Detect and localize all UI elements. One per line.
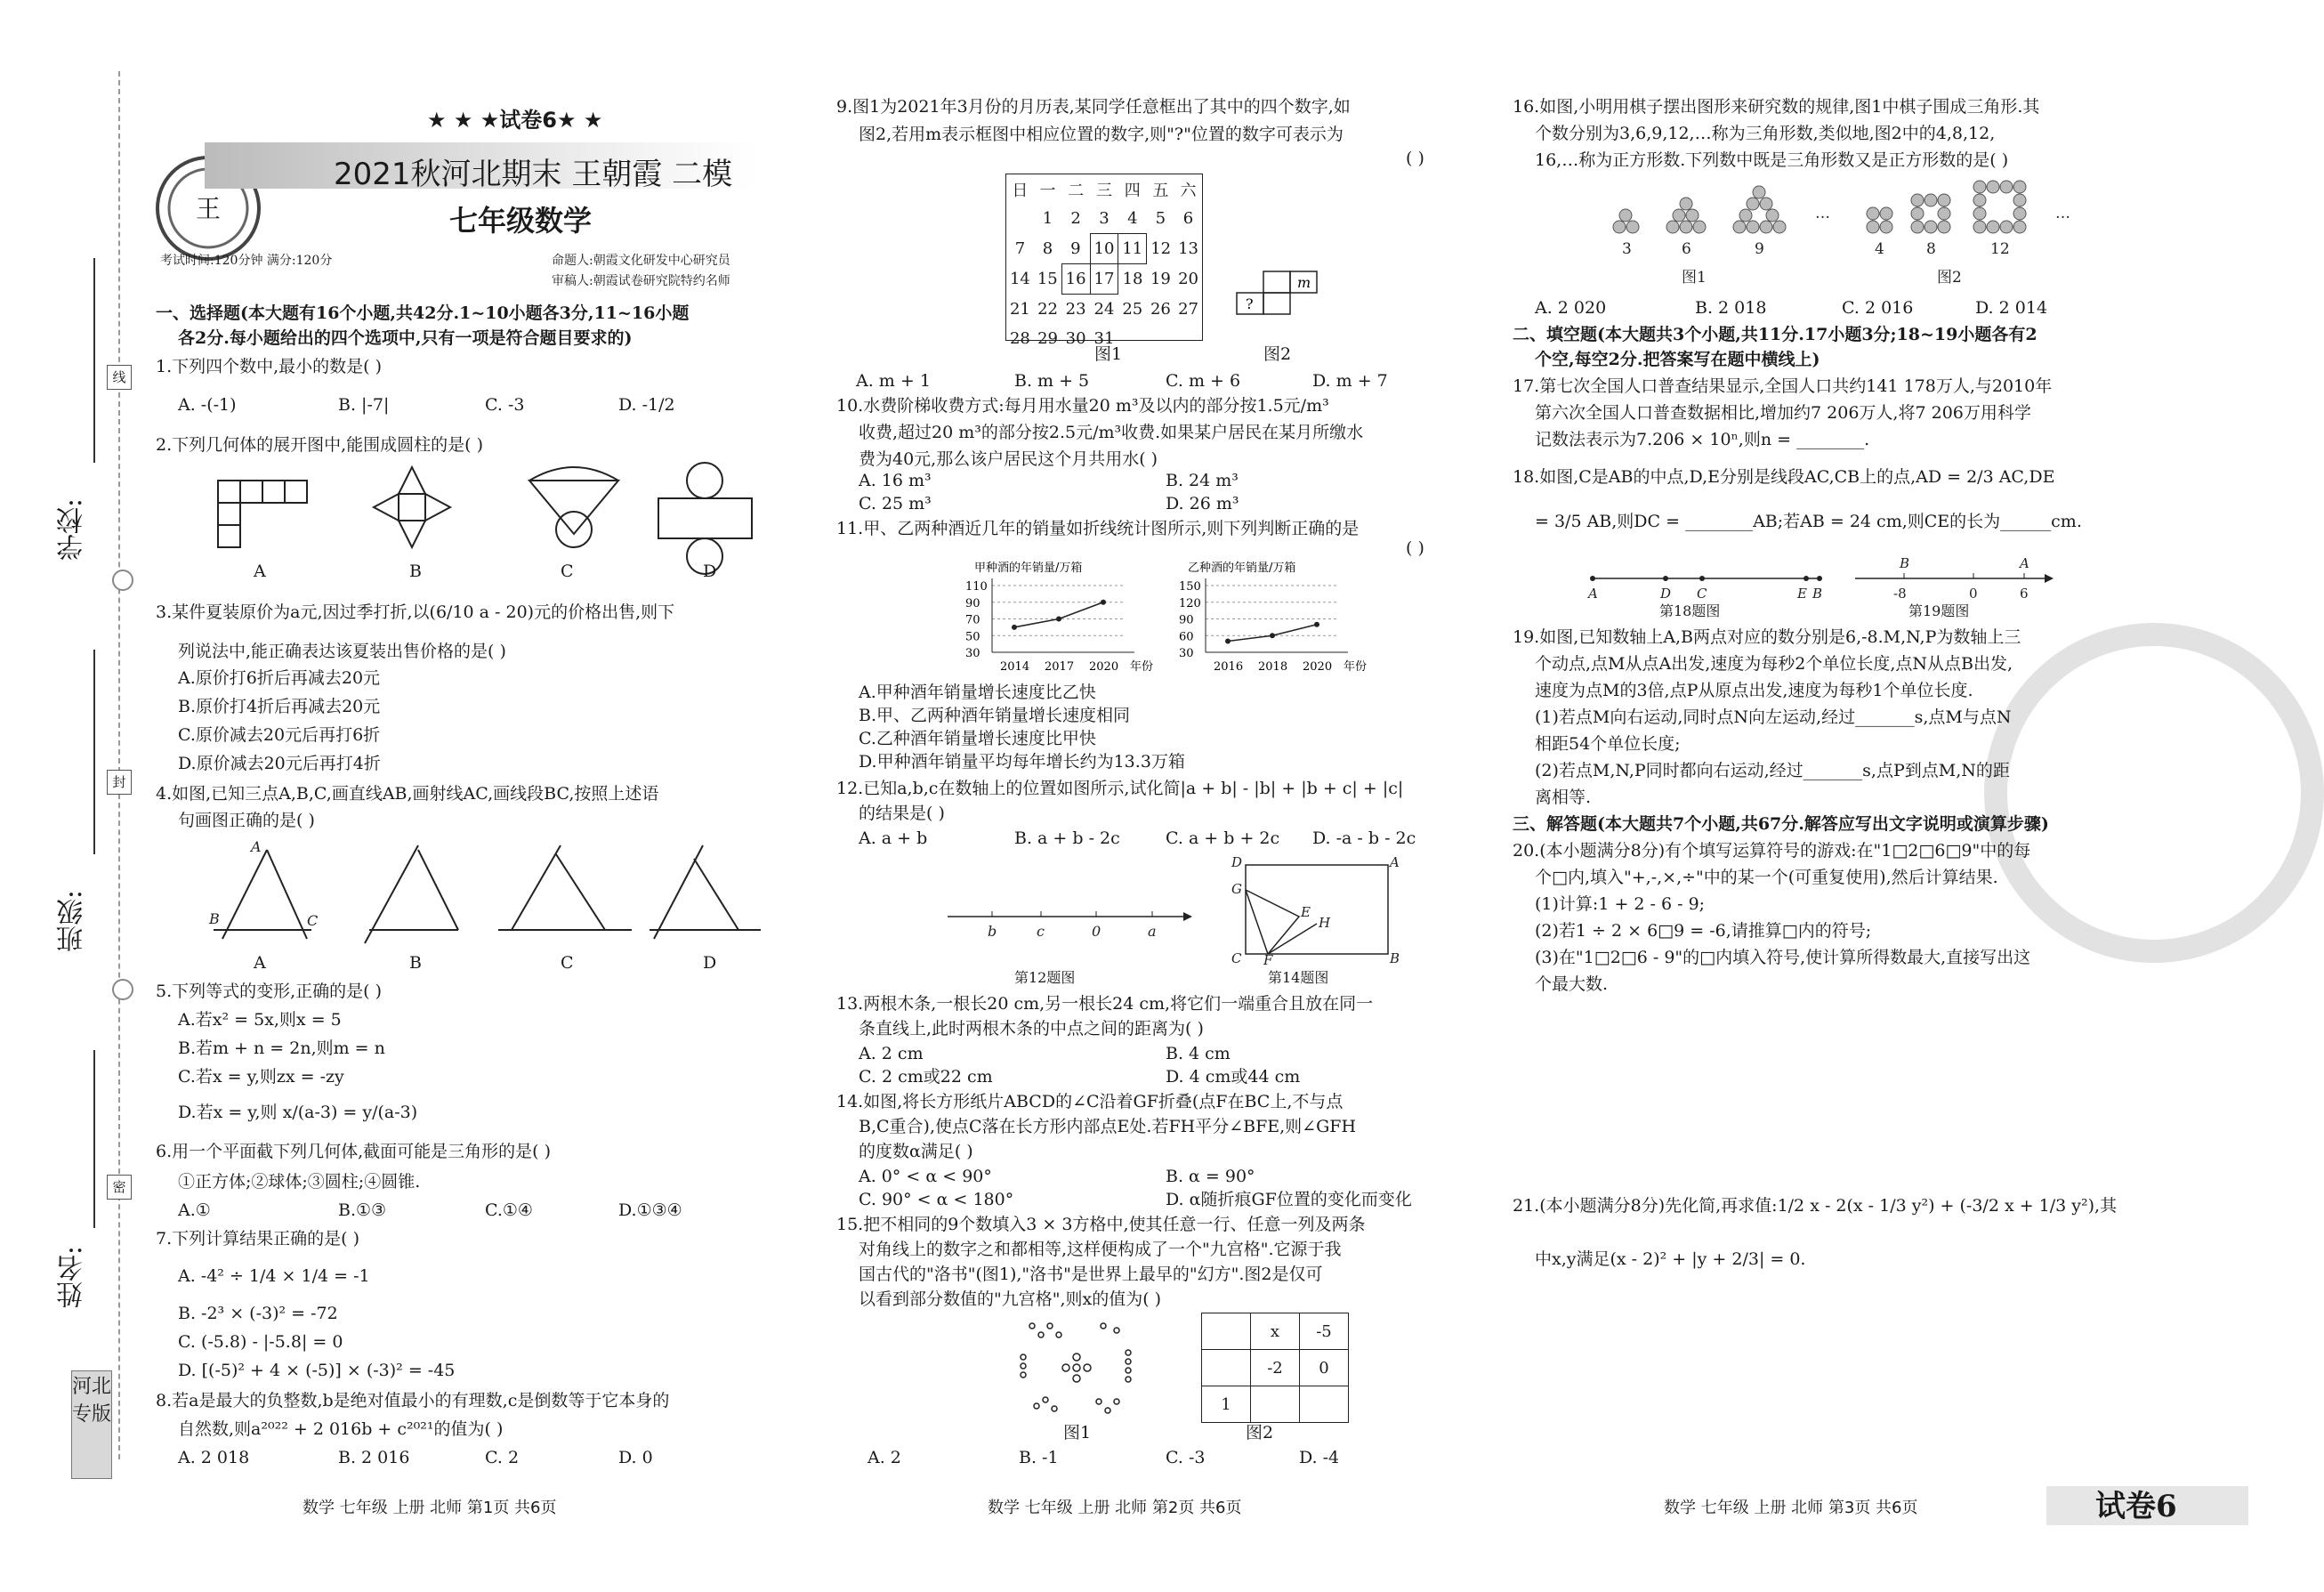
day: 3 [1099, 209, 1110, 228]
day: 18 [1122, 270, 1143, 289]
class-blank[interactable] [93, 650, 95, 854]
q2-nets-figure [205, 463, 774, 561]
q1-d[interactable]: D. -1/2 [618, 395, 675, 415]
q18-segment [1584, 552, 1833, 601]
exam-info: 考试时间:120分钟 满分:120分 [160, 254, 333, 268]
q6-a[interactable]: A.① [178, 1200, 211, 1220]
q12-a[interactable]: A. a + b [859, 828, 928, 848]
q14-stem-2: B,C重合),使点C落在长方形内部点E处.若FH平分∠BFE,则∠GFH [859, 1117, 1357, 1136]
calendar-row [1006, 234, 1202, 264]
day: 22 [1037, 299, 1058, 319]
y-tick-label: 70 [965, 613, 980, 627]
q12-c[interactable]: C. a + b + 2c [1166, 828, 1280, 848]
weekday: 六 [1180, 181, 1197, 200]
day: 23 [1065, 300, 1086, 319]
q18-pt-b: B [1812, 586, 1823, 602]
q14-pt-a: A [1390, 854, 1400, 870]
day: 16 [1061, 264, 1090, 295]
section2-heading: 二、填空题(本大题共3个小题,共11分.17小题3分;18~19小题各有2 [1513, 325, 2038, 344]
q14-figure [1228, 854, 1400, 968]
q19-pt-b: B [1900, 555, 1910, 571]
q18-pt-c: C [1697, 586, 1707, 602]
q12-label-a: a [1148, 923, 1157, 940]
q8-stem-2: 自然数,则a²⁰²² + 2 016b + c²⁰²¹的值为( ) [178, 1419, 504, 1439]
cell: -5 [1300, 1313, 1349, 1350]
school-label: 学校: [57, 498, 88, 562]
q9-d[interactable]: D. m + 7 [1312, 371, 1388, 391]
q9-stem-2: 图2,若用m表示框图中相应位置的数字,则"?"位置的数字可表示为 [859, 125, 1344, 144]
q19-l6[interactable]: (2)若点M,N,P同时都向右运动,经过_______s,点P到点M,N的距 [1535, 761, 2010, 780]
q20-answer-area[interactable] [1535, 1006, 2140, 1184]
q13-a[interactable]: A. 2 cm [859, 1044, 924, 1063]
q2-label-b[interactable]: B [409, 562, 422, 581]
q18-pt-e: E [1797, 586, 1807, 602]
calendar-row [1006, 204, 1202, 234]
magic-square [1201, 1313, 1349, 1423]
sq-num-12: 12 [1990, 240, 2010, 258]
exam-title: 2021秋河北期末 王朝霞 二模 [334, 157, 733, 192]
q14-caption: 第14题图 [1268, 969, 1329, 986]
section2-heading-2: 个空,每空2分.把答案写在题中横线上) [1535, 350, 1820, 369]
q15-stem-3: 国古代的"洛书"(图1),"洛书"是世界上最早的"幻方".图2是仅可 [859, 1265, 1323, 1284]
q12-b[interactable]: B. a + b - 2c [1014, 828, 1120, 848]
x-tick-label: 2016 [1214, 660, 1244, 674]
cell [1300, 1386, 1349, 1423]
day: 24 [1093, 300, 1115, 319]
q16-fig1-caption: 图1 [1682, 269, 1707, 287]
q15-c[interactable]: C. -3 [1166, 1448, 1206, 1467]
q2-label-c[interactable]: C [561, 562, 574, 581]
cell [1202, 1313, 1251, 1350]
q14-stem: 14.如图,将长方形纸片ABCD的∠C沿着GF折叠(点F在BC上,不与点 [836, 1092, 1344, 1111]
sq-num-8: 8 [1926, 240, 1936, 258]
q14-pt-c: C [1231, 950, 1242, 966]
y-tick-label: 30 [965, 647, 980, 660]
q9-stem: 9.图1为2021年3月份的月历表,某同学任意框出了其中的四个数字,如 [836, 97, 1351, 117]
q21-l1: 21.(本小题满分8分)先化简,再求值:1/2 x - 2(x - 1/3 y²) + (-3/2 x + 1/3 y²),其 [1513, 1196, 2118, 1216]
q16-a[interactable]: A. 2 020 [1535, 298, 1607, 318]
cell [1202, 1350, 1251, 1386]
q3-stem-2: 列说法中,能正确表达该夏装出售价格的是( ) [178, 642, 506, 661]
q20-l5: (3)在"1□2□6 - 9"的□内填入符号,使计算所得数最大,直接写出这 [1535, 948, 2031, 967]
cell [1251, 1386, 1300, 1423]
q14-pt-b: B [1390, 950, 1400, 966]
weekday: 一 [1039, 181, 1056, 200]
q12-label-b: b [988, 923, 997, 940]
q16-c[interactable]: C. 2 016 [1842, 298, 1914, 318]
sq-num-4: 4 [1875, 240, 1884, 258]
x-tick-label: 2020 [1089, 660, 1119, 674]
calendar-header-row [1006, 174, 1202, 204]
q13-c[interactable]: C. 2 cm或22 cm [859, 1067, 993, 1087]
q14-c[interactable]: C. 90° < α < 180° [859, 1190, 1014, 1209]
q3-a[interactable]: A.原价打6折后再减去20元 [178, 668, 381, 688]
x-axis-label: 年份 [1130, 660, 1154, 674]
day: 8 [1042, 239, 1053, 258]
chart-title: 乙种酒的年销量/万箱 [1188, 562, 1296, 575]
q20-l3: (1)计算:1 + 2 - 6 - 9; [1535, 894, 1706, 914]
q18-l2[interactable]: = 3/5 AB,则DC = ________AB;若AB = 24 cm,则CE的长为______cm. [1535, 512, 2082, 531]
q9-a[interactable]: A. m + 1 [856, 371, 931, 391]
q16-figure [1606, 174, 2104, 298]
section3-heading: 三、解答题(本大题共7个小题,共67分.解答应写出文字说明或演算步骤) [1513, 814, 2049, 834]
day: 4 [1127, 209, 1138, 228]
q1-a[interactable]: A. -(-1) [178, 395, 237, 415]
weekday: 四 [1124, 181, 1141, 200]
q9-m: m [1297, 274, 1311, 291]
q2-label-d[interactable]: D [703, 562, 717, 581]
day [1006, 204, 1034, 234]
q16-d[interactable]: D. 2 014 [1975, 298, 2048, 318]
q4-stem: 4.如图,已知三点A,B,C,画直线AB,画射线AC,画线段BC,按照上述语 [156, 784, 659, 804]
reviewer: 审稿人:朝霞试卷研究院特约名师 [552, 274, 730, 288]
q19-l1: 19.如图,已知数轴上A,B两点对应的数分别是6,-8.M,N,P为数轴上三 [1513, 627, 2021, 647]
q5-stem: 5.下列等式的变形,正确的是( ) [156, 982, 383, 1001]
q9-question-mark: ? [1246, 295, 1254, 312]
q15-d[interactable]: D. -4 [1299, 1448, 1340, 1467]
q10-a[interactable]: A. 16 m³ [859, 471, 932, 490]
q18-pt-d: D [1660, 586, 1672, 602]
q3-c[interactable]: C.原价减去20元后再打6折 [178, 725, 381, 745]
calendar-table [1006, 174, 1202, 353]
q4-options-figure [205, 838, 774, 948]
q12-label-c: c [1037, 923, 1045, 940]
name-label: 姓名: [57, 1246, 88, 1309]
day: 10 [1090, 234, 1118, 264]
q19-tick-neg8: -8 [1893, 586, 1907, 602]
tri-ellipsis: … [1815, 205, 1830, 222]
q12-caption: 第12题图 [1014, 969, 1076, 986]
weekday: 三 [1095, 181, 1112, 200]
q1-b[interactable]: B. |-7| [338, 395, 390, 415]
q4-pt-a: A [251, 838, 262, 855]
x-axis-label: 年份 [1344, 660, 1368, 674]
day [1118, 324, 1147, 353]
y-tick-label: 110 [965, 580, 988, 594]
q19-l5: 相距54个单位长度; [1535, 734, 1681, 754]
q12-stem-2: 的结果是( ) [859, 804, 945, 823]
q16-stem-3: 16,…称为正方形数.下列数中既是三角形数又是正方形数的是( ) [1535, 150, 2009, 170]
q16-stem: 16.如图,小明用棋子摆出图形来研究数的规律,图1中棋子围成三角形.其 [1513, 97, 2040, 117]
y-tick-label: 90 [965, 596, 980, 610]
day: 7 [1014, 239, 1026, 258]
q18-caption: 第18题图 [1659, 602, 1721, 619]
q11-a[interactable]: A.甲种酒年销量增长速度比乙快 [859, 683, 1096, 702]
day: 5 [1155, 209, 1166, 229]
svg-text:王: 王 [195, 194, 222, 223]
q14-b[interactable]: B. α = 90° [1166, 1167, 1255, 1186]
q14-pt-h: H [1319, 915, 1331, 931]
q8-stem: 8.若a是最大的负整数,b是绝对值最小的有理数,c是倒数等于它本身的 [156, 1391, 670, 1410]
day: 11 [1118, 234, 1147, 264]
q7-a[interactable]: A. -4² ÷ 1/4 × 1/4 = -1 [178, 1266, 370, 1286]
weekday: 日 [1012, 181, 1029, 200]
q15-b[interactable]: B. -1 [1019, 1448, 1059, 1467]
tri-num-9: 9 [1755, 240, 1764, 258]
q9-fig1-caption: 图1 [1094, 344, 1123, 364]
punch-hole [112, 979, 133, 1000]
day: 27 [1178, 299, 1198, 319]
sq-ellipsis: … [2055, 205, 2070, 222]
tri-num-3: 3 [1622, 240, 1632, 258]
q15-stem-2: 对角线上的数字之和都相等,这样便构成了一个"九宫格".它源于我 [859, 1240, 1342, 1259]
q12-stem: 12.已知a,b,c在数轴上的位置如图所示,试化简|a + b| - |b| + |b + c| + |c| [836, 779, 1404, 798]
q15-a[interactable]: A. 2 [867, 1448, 901, 1467]
q16-b[interactable]: B. 2 018 [1695, 298, 1767, 318]
x-tick-label: 2014 [1000, 660, 1030, 674]
q8-a[interactable]: A. 2 018 [178, 1448, 250, 1467]
x-tick-label: 2017 [1045, 660, 1075, 674]
x-tick-label: 2018 [1258, 660, 1288, 674]
q5-a[interactable]: A.若x² = 5x,则x = 5 [178, 1010, 342, 1030]
x-tick-label: 2020 [1303, 660, 1333, 674]
q4-label-b[interactable]: B [409, 953, 422, 973]
q3-d[interactable]: D.原价减去20元后再打4折 [178, 754, 381, 773]
q11-c[interactable]: C.乙种酒年销量增长速度比甲快 [859, 729, 1096, 748]
q11-d[interactable]: D.甲种酒年销量平均每年增长约为13.3万箱 [859, 752, 1185, 772]
y-tick-label: 150 [1179, 580, 1201, 594]
q6-items: ①正方体;②球体;③圆柱;④圆锥. [178, 1172, 421, 1192]
q19-pt-a: A [2020, 555, 2029, 571]
q4-label-c[interactable]: C [561, 953, 574, 973]
seal-xian: 线 [107, 365, 132, 390]
calendar-row [1006, 264, 1202, 295]
q16-stem-2: 个数分别为3,6,9,12,…称为三角形数,类似地,图2中的4,8,12, [1535, 124, 1996, 143]
day: 9 [1070, 238, 1081, 258]
q14-pt-e: E [1301, 904, 1311, 920]
tri-num-6: 6 [1682, 240, 1691, 258]
q2-stem: 2.下列几何体的展开图中,能围成圆柱的是( ) [156, 435, 484, 455]
q14-pt-f: F [1263, 952, 1273, 968]
y-tick-label: 120 [1179, 596, 1201, 610]
q13-d[interactable]: D. 4 cm或44 cm [1166, 1067, 1301, 1087]
day: 25 [1122, 299, 1143, 319]
q15-fig2-caption: 图2 [1246, 1423, 1274, 1442]
q14-pt-d: D [1231, 854, 1243, 870]
chart-yi [1179, 561, 1367, 674]
q19-tick-6: 6 [2020, 586, 2029, 602]
author: 命题人:朝霞文化研发中心研究员 [552, 254, 730, 268]
day: 26 [1150, 299, 1171, 319]
q18-l1: 18.如图,C是AB的中点,D,E分别是线段AC,CB上的点,AD = 2/3 AC,DE [1513, 467, 2055, 487]
day [1147, 324, 1174, 353]
calendar-figure [1005, 174, 1203, 348]
q3-stem: 3.某件夏装原价为a元,因过季打折,以(6/10 a - 20)元的价格出售,则下 [156, 602, 675, 622]
q20-l2: 个□内,填入"+,-,×,÷"中的某一个(可重复使用),然后计算结果. [1535, 868, 1998, 887]
day: 6 [1182, 209, 1194, 229]
q10-d[interactable]: D. 26 m³ [1166, 494, 1239, 513]
q10-b[interactable]: B. 24 m³ [1166, 471, 1239, 490]
q13-stem: 13.两根木条,一根长20 cm,另一根长24 cm,将它们一端重合且放在同一 [836, 994, 1374, 1014]
seal-mi: 密 [107, 1175, 132, 1200]
q4-stem-2: 句画图正确的是( ) [178, 811, 315, 830]
q4-pt-c: C [307, 912, 319, 929]
q5-c[interactable]: C.若x = y,则zx = -zy [178, 1067, 344, 1087]
magic-square-table [1201, 1313, 1349, 1423]
day: 19 [1150, 270, 1171, 288]
day: 21 [1009, 299, 1030, 319]
weekday: 二 [1068, 181, 1085, 200]
q6-stem: 6.用一个平面截下列几何体,截面可能是三角形的是( ) [156, 1142, 552, 1161]
q16-fig2-caption: 图2 [1937, 269, 1962, 287]
q3-b[interactable]: B.原价打4折后再减去20元 [178, 697, 381, 716]
q7-stem: 7.下列计算结果正确的是( ) [156, 1229, 359, 1249]
q19-l4[interactable]: (1)若点M向右运动,同时点N向左运动,经过_______s,点M与点N [1535, 707, 2012, 727]
seal-feng: 封 [107, 770, 132, 795]
y-tick-label: 50 [965, 630, 980, 644]
day: 15 [1037, 270, 1058, 288]
y-tick-label: 30 [1179, 647, 1194, 660]
q15-stem-4: 以看到部分数值的"九宫格",则x的值为( ) [859, 1289, 1162, 1309]
q5-b[interactable]: B.若m + n = 2n,则m = n [178, 1038, 385, 1058]
q10-stem: 10.水费阶梯收费方式:每月用水量20 m³及以内的部分按1.5元/m³ [836, 396, 1329, 416]
q2-label-a[interactable]: A [254, 562, 266, 581]
footer-page1: 数学 七年级 上册 北师 第1页 共6页 [303, 1499, 557, 1517]
section1-heading: 一、选择题(本大题有16个小题,共42分.1~10小题各3分,11~16小题 [156, 303, 690, 323]
q12-label-0: 0 [1092, 923, 1101, 940]
q15-stem: 15.把不相同的9个数填入3 × 3方格中,使其任意一行、任意一列及两条 [836, 1215, 1366, 1234]
q11-charts [961, 559, 1379, 683]
name-blank[interactable] [93, 1050, 95, 1228]
q8-c[interactable]: C. 2 [485, 1448, 520, 1467]
q19-l2: 个动点,点M从点A出发,速度为每秒2个单位长度,点N从点B出发, [1535, 654, 2013, 674]
y-tick-label: 90 [1179, 613, 1194, 627]
q12-d[interactable]: D. -a - b - 2c [1312, 828, 1416, 848]
q4-label-a[interactable]: A [254, 953, 266, 973]
calendar-row [1006, 295, 1202, 325]
q9-paren[interactable]: ( ) [1406, 149, 1424, 168]
q4-pt-b: B [209, 910, 220, 927]
q9-fig2 [1228, 267, 1326, 320]
weekday: 五 [1152, 181, 1169, 200]
q6-b[interactable]: B.①③ [338, 1200, 387, 1220]
q11-paren[interactable]: ( ) [1406, 538, 1424, 558]
q6-c[interactable]: C.①④ [485, 1200, 533, 1220]
q17-l2: 第六次全国人口普查数据相比,增加约7 206万人,将7 206万用科学 [1535, 403, 2031, 423]
luoshu-figure [1014, 1313, 1139, 1424]
q13-stem-2: 条直线上,此时两根木条的中点之间的距离为( ) [859, 1019, 1204, 1038]
q1-stem: 1.下列四个数中,最小的数是( ) [156, 357, 383, 376]
subject-title: 七年级数学 [449, 204, 593, 238]
day: 2 [1070, 209, 1081, 229]
q20-l6: 个最大数. [1535, 974, 1609, 994]
day: 1 [1042, 209, 1053, 229]
footer-page2: 数学 七年级 上册 北师 第2页 共6页 [988, 1499, 1242, 1517]
q14-stem-3: 的度数α满足( ) [859, 1142, 973, 1161]
q17-l1: 17.第七次全国人口普查结果显示,全国人口共约141 178万人,与2010年 [1513, 376, 2053, 396]
q10-stem-3: 费为40元,那么该户居民这个月共用水( ) [859, 449, 1158, 469]
q6-d[interactable]: D.①③④ [618, 1200, 682, 1220]
q11-stem: 11.甲、乙两种酒近几年的销量如折线统计图所示,则下列判断正确的是 [836, 519, 1360, 538]
q19-l7: 离相等. [1535, 788, 1592, 807]
q13-b[interactable]: B. 4 cm [1166, 1044, 1231, 1063]
series-line [1014, 602, 1103, 627]
q19-tick-0: 0 [1969, 586, 1978, 602]
footer-page3: 数学 七年级 上册 北师 第3页 共6页 [1664, 1499, 1918, 1517]
day: 31 [1093, 329, 1115, 348]
series-line [1228, 625, 1317, 642]
cut-line [118, 71, 120, 1459]
day [1174, 324, 1202, 353]
series-label: ★ ★ ★试卷6★ ★ [427, 108, 603, 133]
q12-number-line [943, 899, 1192, 952]
q10-stem-2: 收费,超过20 m³的部分按2.5元/m³收费.如果某户居民在某月所缴水 [859, 423, 1364, 442]
q7-d[interactable]: D. [(-5)² + 4 × (-5)] × (-3)² = -45 [178, 1361, 456, 1380]
q5-d[interactable]: D.若x = y,则 x/(a-3) = y/(a-3) [178, 1103, 418, 1122]
section1-heading-2: 各2分.每小题给出的四个选项中,只有一项是符合题目要求的) [178, 328, 633, 348]
q1-c[interactable]: C. -3 [485, 395, 525, 415]
q9-b[interactable]: B. m + 5 [1014, 371, 1090, 391]
q19-caption: 第19题图 [1908, 602, 1970, 619]
q8-b[interactable]: B. 2 016 [338, 1448, 410, 1467]
q18-pt-a: A [1588, 586, 1598, 602]
day: 30 [1065, 329, 1086, 348]
edition-badge: 河北专版 [71, 1370, 112, 1479]
binding-strip [0, 0, 147, 1592]
q10-c[interactable]: C. 25 m³ [859, 494, 932, 513]
day: 28 [1009, 329, 1030, 348]
q19-number-line [1851, 552, 2055, 607]
q9-c[interactable]: C. m + 6 [1166, 371, 1241, 391]
day: 13 [1178, 239, 1198, 258]
q20-l4: (2)若1 ÷ 2 × 6□9 = -6,请推算□内的符号; [1535, 921, 1872, 941]
q4-label-d[interactable]: D [703, 953, 717, 973]
punch-hole [112, 570, 133, 591]
cell: -2 [1251, 1350, 1300, 1386]
q19-l3: 速度为点M的3倍,点P从原点出发,速度为每秒1个单位长度. [1535, 681, 1973, 700]
chart-title: 甲种酒的年销量/万箱 [974, 562, 1083, 575]
cell: 0 [1300, 1350, 1349, 1386]
q8-d[interactable]: D. 0 [618, 1448, 653, 1467]
q17-l3[interactable]: 记数法表示为7.206 × 10ⁿ,则n = ________. [1535, 430, 1870, 449]
school-blank[interactable] [93, 258, 95, 463]
day: 17 [1090, 264, 1118, 295]
day: 20 [1178, 270, 1198, 288]
cell: x [1251, 1313, 1300, 1350]
q20-l1: 20.(本小题满分8分)有个填写运算符号的游戏:在"1□2□6□9"中的每 [1513, 841, 2031, 861]
day: 29 [1037, 329, 1058, 348]
q21-l2: 中x,y满足(x - 2)² + |y + 2/3| = 0. [1535, 1249, 1806, 1269]
chart-jia [965, 561, 1153, 674]
paper-tag: 试卷6 [2095, 1489, 2177, 1524]
q14-d[interactable]: D. α随折痕GF位置的变化而变化 [1166, 1190, 1412, 1209]
y-tick-label: 60 [1179, 630, 1194, 644]
q21-answer-area[interactable] [1535, 1286, 2140, 1464]
q15-fig1-caption: 图1 [1063, 1423, 1092, 1442]
cell: 1 [1202, 1386, 1251, 1423]
q7-b[interactable]: B. -2³ × (-3)² = -72 [178, 1304, 338, 1323]
q14-pt-g: G [1231, 881, 1242, 897]
day: 12 [1150, 239, 1172, 258]
seal-watermark [1984, 623, 2324, 963]
q14-a[interactable]: A. 0° < α < 90° [859, 1167, 992, 1186]
class-label: 班级: [57, 890, 88, 953]
q9-fig2-caption: 图2 [1263, 344, 1292, 364]
day: 14 [1009, 270, 1030, 288]
q11-b[interactable]: B.甲、乙两种酒年销量增长速度相同 [859, 706, 1131, 725]
q7-c[interactable]: C. (-5.8) - |-5.8| = 0 [178, 1332, 343, 1352]
